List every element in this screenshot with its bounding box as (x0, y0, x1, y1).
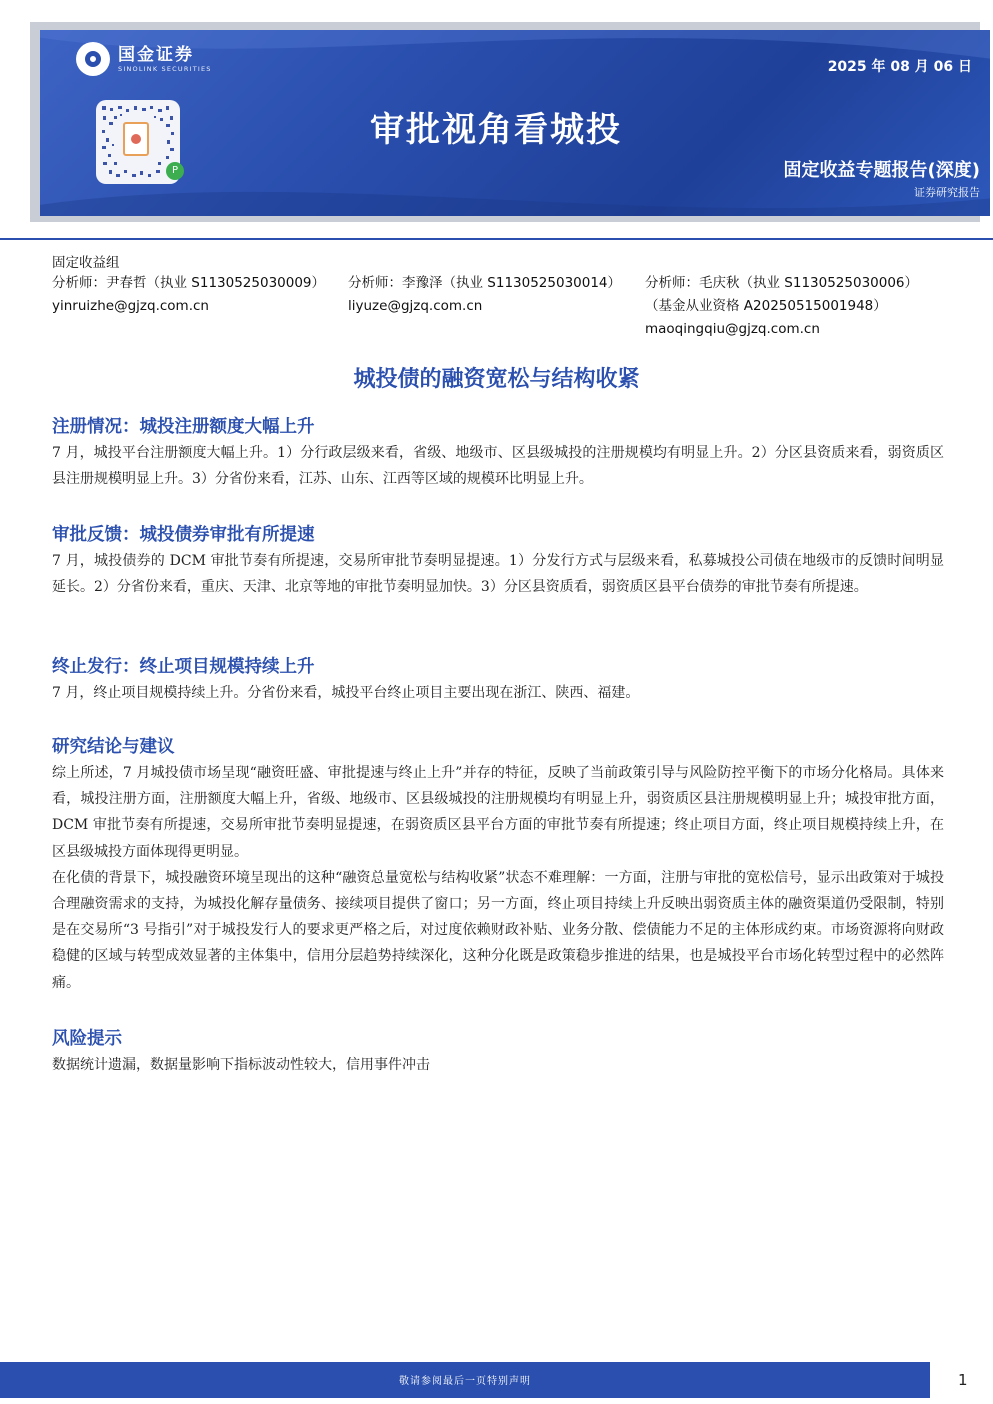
logo-icon (76, 42, 110, 76)
section-termination (52, 654, 944, 706)
section-paragraph: 7 月，终止项目规模持续上升。分省份来看，城投平台终止项目主要出现在浙江、陕西、福建。 (52, 685, 640, 701)
analyst-block-2 (348, 272, 621, 318)
analyst-1-email[interactable]: yinruizhe@gjzq.com.cn (52, 298, 209, 314)
analyst-block-3 (645, 272, 918, 341)
analyst-2-email[interactable]: liyuze@gjzq.com.cn (348, 298, 483, 314)
report-type: 固定收益专题报告(深度) (783, 160, 980, 181)
analyst-1-name: 分析师：尹春哲（执业 S1130525030009） (52, 275, 326, 291)
logo-name-cn: 国金证券 (118, 44, 194, 65)
report-date: 2025 年 08 月 06 日 (827, 59, 972, 75)
logo-name-en: SINOLINK SECURITIES (118, 64, 212, 73)
section-paragraph: 综上所述，7 月城投债市场呈现“融资旺盛、审批提速与终止上升”并存的特征，反映了当前政策引导与风险防控平衡下的市场分化格局。具体来看，城投注册方面，注册额度大幅上升，省级、地级市、区县级城投的注册规模均有明显上升，弱资质区县注册规模明显上升；城投审批方面，DCM 审批节奏有所提速，交易所审批节奏明显提速，在弱资质区县平台方面的审批节奏有所提速；终止项目方面，终止项目规模持续上升，在区县级城投方面体现得更明显。 (52, 765, 944, 860)
section-heading: 注册情况：城投注册额度大幅上升 (52, 417, 315, 437)
page-number: 1 (958, 1371, 968, 1389)
analyst-3-email[interactable]: maoqingqiu@gjzq.com.cn (645, 321, 820, 337)
header-divider (0, 238, 993, 240)
footer-disclaimer[interactable]: 敬请参阅最后一页特别声明 (399, 1376, 531, 1387)
report-category: 证券研究报告 (914, 186, 980, 199)
qr-badge-icon: P (166, 162, 184, 180)
section-conclusion (52, 734, 944, 996)
section-heading: 审批反馈：城投债券审批有所提速 (52, 525, 315, 545)
section-heading: 研究结论与建议 (52, 737, 175, 757)
section-paragraph: 7 月，城投平台注册额度大幅上升。1）分行政层级来看，省级、地级市、区县级城投的注册规模均有明显上升。2）分区县资质来看，弱资质区县注册规模明显上升。3）分省份来看，江苏、山东、江西等区域的规模环比明显上升。 (52, 445, 944, 488)
section-paragraph: 数据统计遗漏，数据量影响下指标波动性较大，信用事件冲击 (52, 1057, 430, 1073)
qr-code (96, 100, 180, 184)
company-logo (76, 42, 212, 76)
analyst-2-name: 分析师：李豫泽（执业 S1130525030014） (348, 275, 622, 291)
section-paragraph-2: 在化债的背景下，城投融资环境呈现出的这种“融资总量宽松与结构收紧”状态不难理解：一方面，注册与审批的宽松信号，显示出政策对于城投合理融资需求的支持，为城投化解存量债务、接续项目提供了窗口；另一方面，终止项目持续上升反映出弱资质主体的融资渠道仍受限制，特别是在交易所“3 号指引”对于城投发行人的要求更严格之后，对过度依赖财政补贴、业务分散、偿债能力不足的主体形成约束。市场资源将向财政稳健的区域与转型成效显著的主体集中，信用分层趋势持续深化，这种分化既是政策稳步推进的结果，也是城投平台市场化转型过程中的必然阵痛。 (52, 869, 944, 991)
analyst-3-name: 分析师：毛庆秋（执业 S1130525030006） (645, 275, 919, 291)
report-title: 审批视角看城投 (370, 110, 622, 150)
footer-bar (0, 1362, 930, 1398)
qr-center-logo (123, 122, 149, 156)
section-paragraph: 7 月，城投债券的 DCM 审批节奏有所提速，交易所审批节奏明显提速。1）分发行方式与层级来看，私募城投公司债在地级市的反馈时间明显延长。2）分省份来看，重庆、天津、北京等地的审批节奏明显加快。3）分区县资质看，弱资质区县平台债券的审批节奏有所提速。 (52, 553, 944, 596)
section-heading: 风险提示 (52, 1029, 122, 1049)
report-header-banner (40, 30, 990, 216)
section-registration (52, 414, 944, 492)
analyst-3-license: （基金从业资格 A20250515001948） (645, 298, 887, 314)
team-name: 固定收益组 (52, 255, 120, 271)
section-heading: 终止发行：终止项目规模持续上升 (52, 657, 315, 677)
analyst-block-1 (52, 272, 325, 318)
section-risk (52, 1026, 944, 1078)
main-headline: 城投债的融资宽松与结构收紧 (353, 367, 640, 392)
section-approval (52, 522, 944, 600)
